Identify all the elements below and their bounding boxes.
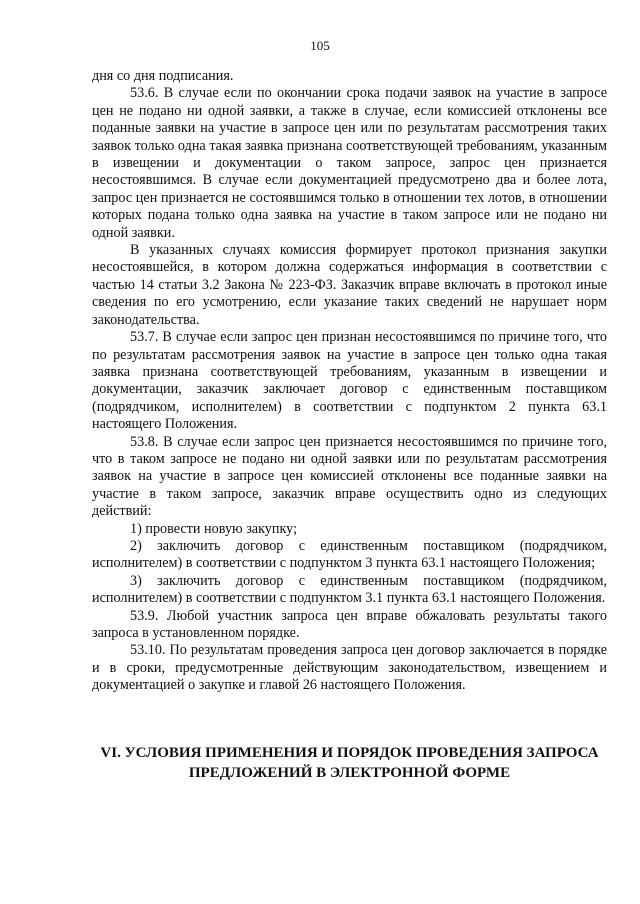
section-heading-line2: ПРЕДЛОЖЕНИЙ В ЭЛЕКТРОННОЙ ФОРМЕ (188, 765, 511, 781)
list-item-3: 3) заключить договор с единственным поставщиком (подрядчиком, исполнителем) в соответствии с подпунктом 3.1 пункта 63.1 настоящего Положения. (92, 572, 607, 607)
section-heading (92, 743, 607, 783)
paragraph-53-9: 53.9. Любой участник запроса цен вправе обжаловать результаты такого запроса в установленном порядке. (92, 607, 607, 641)
page-number: 105 (310, 38, 330, 53)
document-body (92, 68, 607, 695)
paragraph-53-7: 53.7. В случае если запрос цен признан несостоявшимся по причине того, что по результатам рассмотрения заявок на участие в запросе цен только одна такая заявка признана соответствующей требованиям, указанным в извещении и документации, заказчик заключает договор с единственным поставщиком (подрядчиком, исполнителем) в соответствии с подпунктом 2 пункта 63.1 настоящего Положения. (92, 329, 607, 433)
paragraph-53-10: 53.10. По результатам проведения запроса цен договор заключается в порядке и в сроки, предусмотренные действующим законодательством, извещением и документацией о закупке и главой 26 настоящего Положения. (92, 642, 607, 694)
paragraph-protocol: В указанных случаях комиссия формирует протокол признания закупки несостоявшейся, в котором должна содержаться информация в соответствии с частью 14 статьи 3.2 Закона № 223-ФЗ. Заказчик вправе включать в протокол иные сведения по его усмотрению, если указание таких сведений не нарушает норм законодательства. (92, 242, 607, 328)
paragraph-53-8: 53.8. В случае если запрос цен признается несостоявшимся по причине того, что в таком запросе не подано ни одной заявки или по результатам рассмотрения заявок на участие в запросе цен комиссией отклонены все поданные заявки на участие в таком запросе, заказчик вправе осуществить одно из следующих действий: (92, 433, 607, 520)
paragraph-continuation: дня со дня подписания. (92, 68, 234, 84)
list-item-2: 2) заключить договор с единственным поставщиком (подрядчиком, исполнителем) в соответствии с подпунктом 3 пункта 63.1 настоящего Положения; (92, 537, 607, 572)
list-item-1: 1) провести новую закупку; (130, 520, 298, 537)
paragraph-53-6: 53.6. В случае если по окончании срока подачи заявок на участие в запросе цен не подано ни одной заявки, а также в случае, если комиссией отклонены все поданные заявки на участие в запросе цен или по результатам рассмотрения таких заявок только одна такая заявка признана соответствующей требованиям, указанным в извещении и документации о таком запросе, запрос цен признается несостоявшимся. В случае если документацией предусмотрено два и более лота, запрос цен признается не состоявшимся только в отношении тех лотов, в отношении которых подана только одна заявка на участие в таком запросе или не подано ни одной заявки. (92, 85, 607, 241)
section-heading-line1: VI. УСЛОВИЯ ПРИМЕНЕНИЯ И ПОРЯДОК ПРОВЕДЕНИЯ ЗАПРОСА (100, 745, 599, 761)
